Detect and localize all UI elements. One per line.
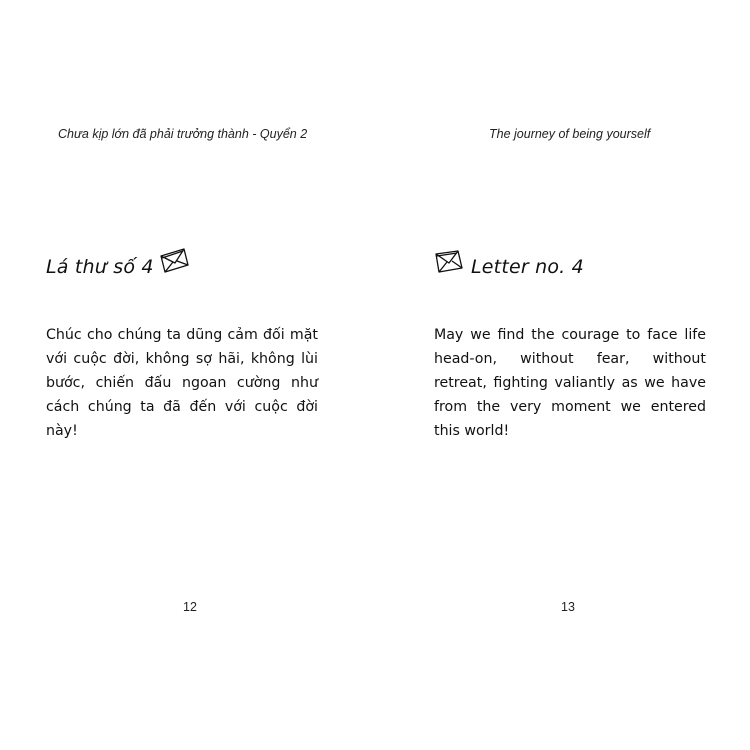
letter-body: Chúc cho chúng ta dũng cảm đối mặt với cuộc đời, không sợ hãi, không lùi bước, chiến đấu ngoan cường như cách chúng ta đã đến với cuộc đời này! bbox=[46, 327, 318, 439]
letter-heading bbox=[434, 256, 584, 278]
letter-title: Letter no. 4 bbox=[471, 256, 584, 278]
envelope-icon bbox=[434, 248, 466, 276]
letter-heading bbox=[46, 256, 190, 278]
running-header: Chưa kịp lớn đã phải trưởng thành - Quyển 2 bbox=[58, 127, 308, 141]
page-number: 13 bbox=[561, 600, 575, 614]
letter-body: May we find the courage to face life head-on, without fear, without retreat, fighting valiantly as we have from the very moment we entered this world! bbox=[434, 327, 706, 439]
running-header: The journey of being yourself bbox=[489, 127, 651, 141]
envelope-icon bbox=[158, 247, 190, 275]
right-page bbox=[375, 0, 750, 750]
page-number: 12 bbox=[183, 600, 197, 614]
letter-title: Lá thư số 4 bbox=[46, 256, 154, 278]
